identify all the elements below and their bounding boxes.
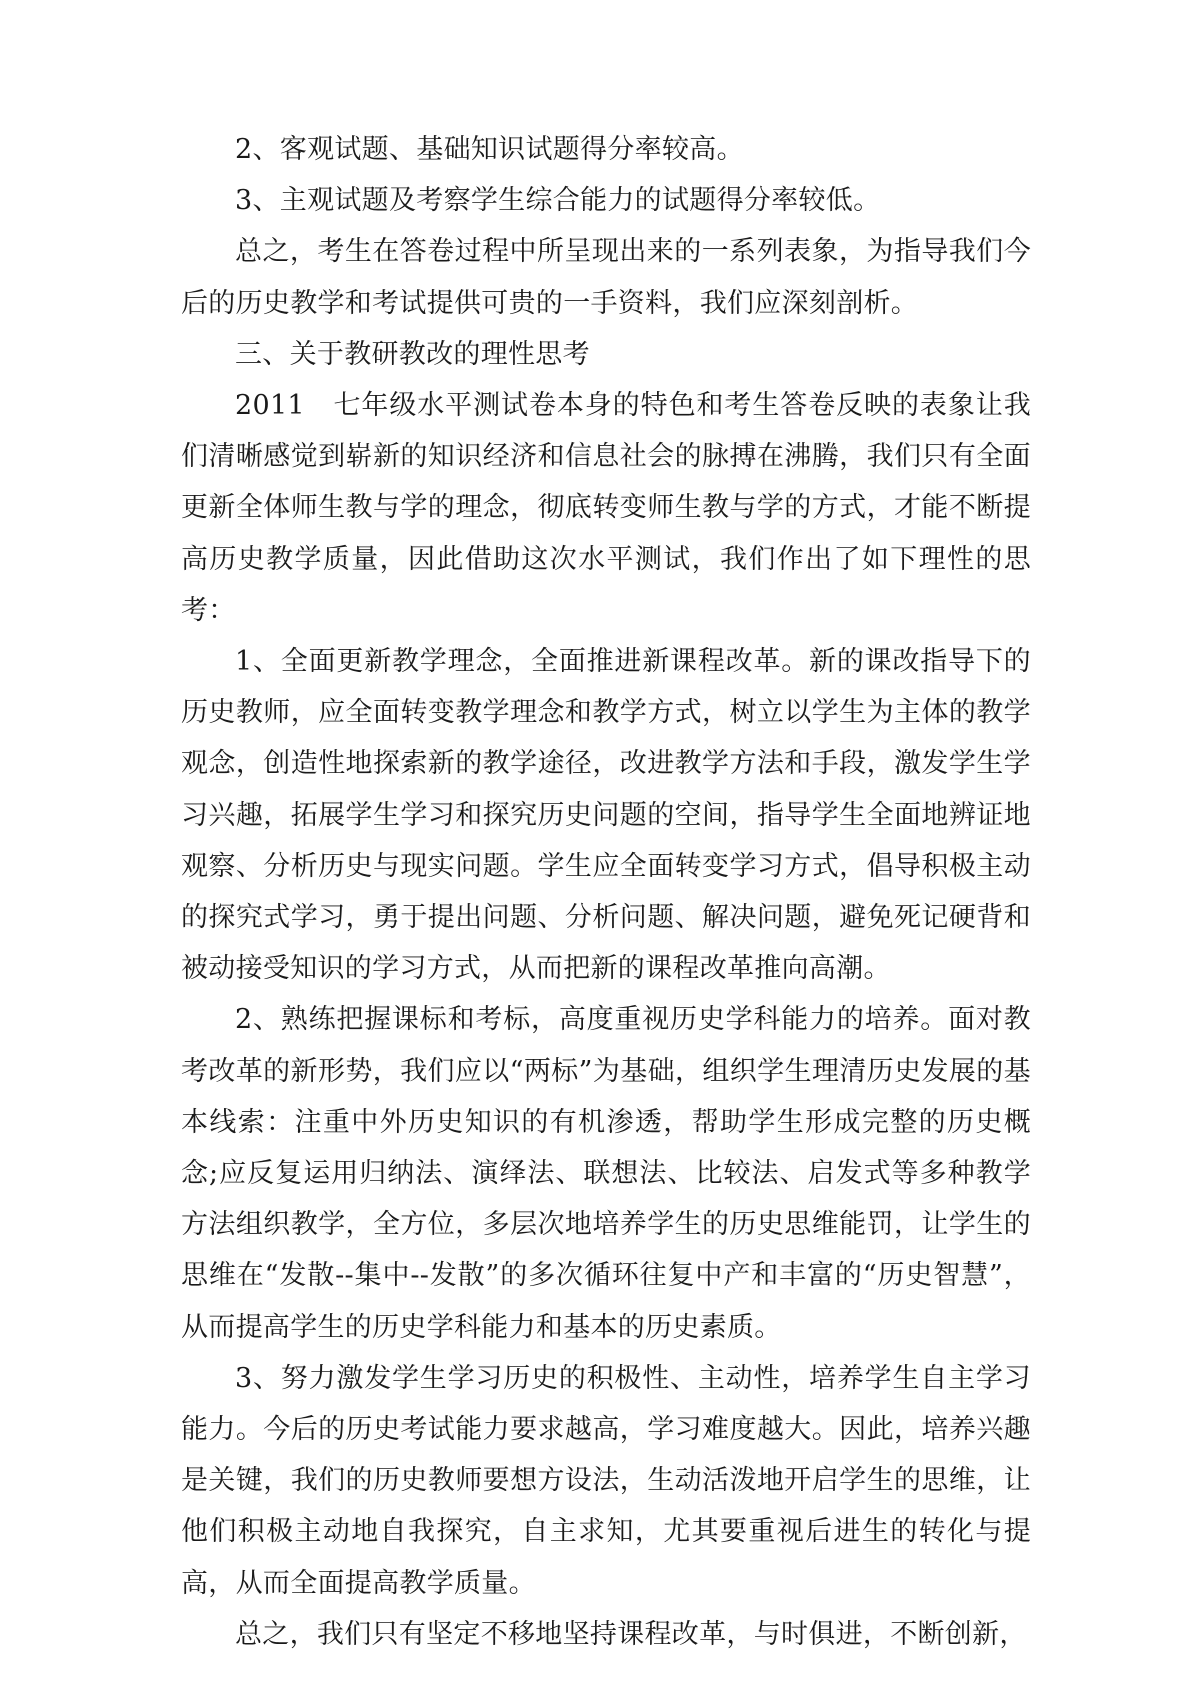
paragraph-point-1-teaching-concepts: 1、全面更新教学理念，全面推进新课程改革。新的课改指导下的历史教师，应全面转变教学理念和教学方式，树立以学生为主体的教学观念，创造性地探索新的教学途径，改进教学方法和手段，激发学生学习兴趣，拓展学生学习和探究历史问题的空间，指导学生全面地辨证地观察、分析历史与现实问题。学生应全面转变学习方式，倡导积极主动的探究式学习，勇于提出问题、分析问题、解决问题，避免死记硬背和被动接受知识的学习方式，从而把新的课程改革推向高潮。 <box>181 646 1031 985</box>
paragraph-point-3-student-motivation: 3、努力激发学生学习历史的积极性、主动性，培养学生自主学习能力。今后的历史考试能力要求越高，学习难度越大。因此，培养兴趣是关键，我们的历史教师要想方设法，生动活泼地开启学生的思维，让他们积极主动地自我探究，自主求知，尤其要重视后进生的转化与提高，从而全面提高教学质量。 <box>181 1362 1031 1599</box>
section-heading-reflection: 三、关于教研教改的理性思考 <box>235 338 590 370</box>
paragraph-2011-test-intro: 2011 七年级水平测试卷本身的特色和考生答卷反映的表象让我们清晰感觉到崭新的知识经济和信息社会的脉搏在沸腾，我们只有全面更新全体师生教与学的理念，彻底转变师生教与学的方式，才能不断提高历史教学质量，因此借助这次水平测试，我们作出了如下理性的思考： <box>181 390 1031 626</box>
paragraph-objective-questions: 2、客观试题、基础知识试题得分率较高。 <box>235 134 744 165</box>
paragraph-closing-summary: 总之，我们只有坚定不移地坚持课程改革，与时俱进，不断创新， <box>235 1618 1027 1650</box>
paragraph-summary-answers: 总之，考生在答卷过程中所呈现出来的一系列表象，为指导我们今后的历史教学和考试提供可贵的一手资料，我们应深刻剖析。 <box>181 236 1031 319</box>
paragraph-point-2-curriculum-standards: 2、熟练把握课标和考标，高度重视历史学科能力的培养。面对教考改革的新形势，我们应以“两标”为基础，组织学生理清历史发展的基本线索：注重中外历史知识的有机渗透，帮助学生形成完整的历史概念;应反复运用归纳法、演绎法、联想法、比较法、启发式等多种教学方法组织教学，全方位，多层次地培养学生的历史思维能罚，让学生的思维在“发散--集中--发散”的多次循环往复中产和丰富的“历史智慧”，从而提高学生的历史学科能力和基本的历史素质。 <box>181 1004 1031 1343</box>
document-body <box>181 124 1031 1660</box>
paragraph-subjective-questions: 3、主观试题及考察学生综合能力的试题得分率较低。 <box>235 185 881 217</box>
